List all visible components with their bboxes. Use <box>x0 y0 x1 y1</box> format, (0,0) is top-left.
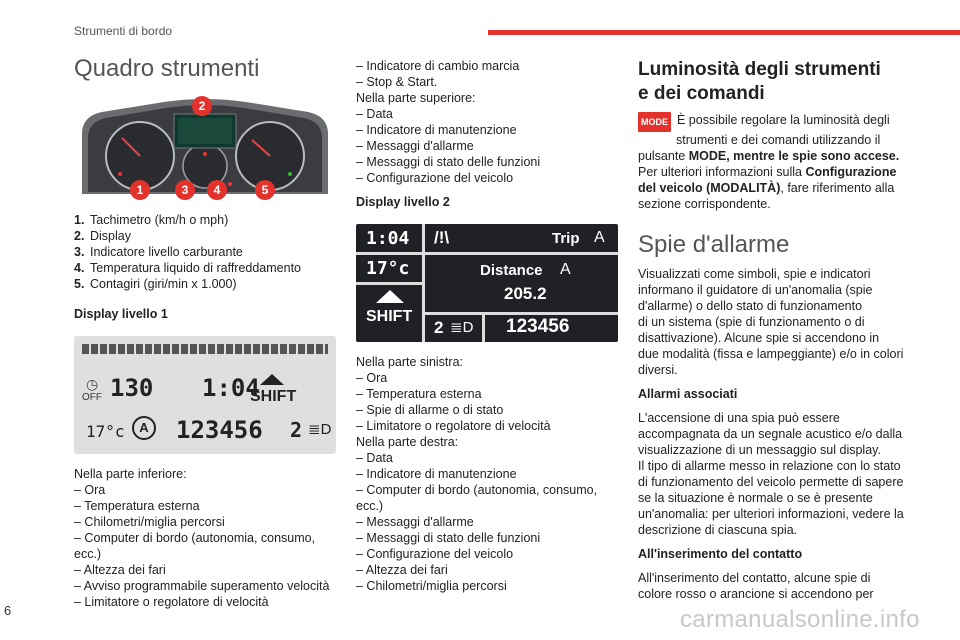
lower-part-list: Nella parte inferiore: – Ora – Temperatura esterna – Chilometri/miglia percorsi – Computer di bordo (autonomia, consumo, ecc.) – Altezza dei fari – Avviso programmabile superamento velocità – Limitatore o regolatore di velocità <box>74 467 330 609</box>
left-right-part-list: Nella parte sinistra: – Ora – Temperatura esterna – Spie di allarme o di stato – Limitatore o regolatore di velocità Nella parte destra: – Data – Indicatore di manutenzione – Computer di bordo (autonomia, consumo, ecc.) – Messaggi d'allarme – Messaggi di stato delle funzioni – Configurazione del veicolo – Altezza dei fari – Chilometri/miglia percorsi <box>356 355 598 593</box>
mode-button-icon: MODE <box>638 112 671 132</box>
list-item: 1. Tachimetro (km/h o mph) <box>74 213 229 227</box>
off-label: OFF <box>82 392 102 403</box>
odometer-value: 123456 <box>176 416 263 444</box>
watermark: carmanualsonline.info <box>680 606 920 633</box>
display-level-2-title: Display livello 2 <box>356 195 450 209</box>
header-accent-bar <box>488 30 960 35</box>
shift-arrow-icon <box>376 290 404 303</box>
temperature-value: 17°c <box>86 422 125 441</box>
callout-1: 1 <box>130 180 150 200</box>
odometer-value: 123456 <box>506 316 570 337</box>
display-level-1-title: Display livello 1 <box>74 307 168 321</box>
list-item: 3. Indicatore livello carburante <box>74 245 243 259</box>
divider-bottom <box>424 312 618 315</box>
column-2 <box>356 58 618 594</box>
luminosita-paragraph: MODE È possibile regolare la luminosità degli strumenti e dei comandi utilizzando il pulsante MODE, mentre le spie sono accese. Per ulteriori informazioni sulla Configurazione del veicolo (MODALITÀ), fare riferimento alla sezione corrispondente. <box>638 113 900 211</box>
list-item: 2. Display <box>74 229 131 243</box>
upper-part-list: – Indicatore di cambio marcia – Stop & Start. Nella parte superiore: – Data – Indicatore di manutenzione – Messaggi d'allarme – Messaggi di stato delle funzioni – Configurazione del veicolo <box>356 59 541 185</box>
allarmi-paragraph: L'accensione di una spia può essere accompagnata da un segnale acustico e/o dalla visualizzazione di un messaggio sul display. Il tipo di allarme messo in relazione con lo stato di funzionamento del veicolo permette di sapere se la situazione è normale o se è presente un'anomalia: per ulteriori informazioni, vedere la descrizione di ciascuna spia. <box>638 411 904 537</box>
auto-start-icon: A <box>132 416 156 440</box>
callout-2: 2 <box>192 96 212 116</box>
shift-label: SHIFT <box>366 308 413 325</box>
distance-label: Distance <box>480 262 543 279</box>
headlight-level-value: 2 <box>290 418 303 442</box>
callout-4: 4 <box>207 180 227 200</box>
list-item: 5. Contagiri (giri/min x 1.000) <box>74 277 237 291</box>
shift-label: SHIFT <box>250 388 297 405</box>
section-title-spie: Spie d'allarme <box>638 231 790 258</box>
distance-value: 205.2 <box>504 284 547 303</box>
column-1 <box>74 54 336 610</box>
divider-odo <box>482 312 485 342</box>
shift-arrow-icon <box>260 374 284 385</box>
lcd-segment-row <box>82 344 328 354</box>
cluster-legend-list <box>74 212 336 292</box>
inserimento-contatto-heading: All'inserimento del contatto <box>638 547 803 561</box>
list-item: 4. Temperatura liquido di raffreddamento <box>74 261 302 275</box>
warning-road-icon: /!\ <box>434 228 450 247</box>
trip-letter: A <box>594 229 605 246</box>
contatto-paragraph: All'inserimento del contatto, alcune spie di colore rosso o arancione si accendono per <box>638 571 874 601</box>
headlight-level-value: 2 <box>434 318 444 337</box>
temperature-value: 17°c <box>366 258 410 279</box>
time-value: 1:04 <box>366 228 410 249</box>
trip-label: Trip <box>552 230 580 247</box>
instrument-cluster-image <box>74 94 336 204</box>
section-title-luminosita: Luminosità degli strumenti e dei comandi <box>638 59 881 104</box>
page-number: 6 <box>4 603 12 618</box>
column-3 <box>638 58 904 602</box>
divider-left <box>356 282 422 285</box>
time-value: 1:04 <box>202 374 260 402</box>
divider-top <box>356 252 618 255</box>
headlight-icon: ≣D <box>450 319 474 336</box>
display-level-1-image <box>74 336 336 454</box>
running-header: Strumenti di bordo <box>74 24 173 38</box>
allarmi-associati-heading: Allarmi associati <box>638 387 738 401</box>
speedometer-icon: ◷ <box>86 376 99 392</box>
headlight-icon: ≣D <box>308 421 332 438</box>
distance-letter: A <box>560 261 571 278</box>
callout-3: 3 <box>175 180 195 200</box>
display-level-2-image <box>356 224 618 342</box>
section-title-quadro: Quadro strumenti <box>74 55 260 82</box>
spie-paragraph: Visualizzati come simboli, spie e indicatori informano il guidatore di un'anomalia (spie d'allarme) o dello stato di funzionamento di un sistema (spie di funzionamento o di disattivazione). Alcune spie si accendono in due modalità (fissa e lampeggiante) e/o in colori diversi. <box>638 267 904 377</box>
callout-5: 5 <box>255 180 275 200</box>
speed-value: 130 <box>110 374 154 402</box>
